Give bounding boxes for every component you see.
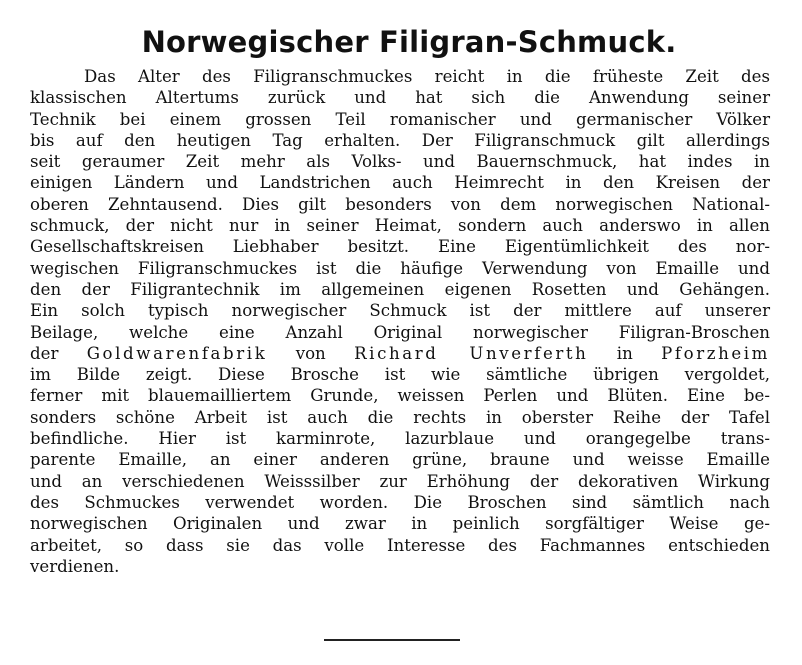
text-line-spaced (30, 343, 770, 364)
text-line: und an verschiedenen Weisssilber zur Erhöhung der dekorativen Wirkung (30, 471, 770, 491)
company-name: Goldwarenfabrik (86, 343, 268, 363)
article (30, 24, 770, 577)
text-line: ferner mit blauemailliertem Grunde, weissen Perlen und Blüten. Eine be- (30, 386, 770, 406)
spaced-prefix: der (30, 343, 87, 363)
article-title: Norwegischer Filigran-Schmuck. (141, 25, 677, 59)
text-line: oberen Zehntausend. Dies gilt besonders von dem norwegischen National- (30, 194, 770, 214)
text-line: einigen Ländern und Landstrichen auch Heimrecht in den Kreisen der (30, 173, 770, 193)
city-name: Pforzheim (661, 343, 771, 363)
text-line: wegischen Filigranschmuckes ist die häufige Verwendung von Emaille und (30, 258, 770, 278)
text-line: parente Emaille, an einer anderen grüne, braune und weisse Emaille (30, 450, 770, 470)
text-line: schmuck, der nicht nur in seiner Heimat, sondern auch anderswo in allen (30, 216, 770, 236)
text-line: des Schmuckes verwendet worden. Die Broschen sind sämtlich nach (30, 492, 770, 512)
text-line: klassischen Altertums zurück und hat sich die Anwendung seiner (30, 88, 770, 108)
text-line: verdienen. (30, 556, 120, 576)
text-line: bis auf den heutigen Tag erhalten. Der Filigranschmuck gilt allerdings (30, 130, 770, 150)
text-line: im Bilde zeigt. Diese Brosche ist wie sämtliche übrigen vergoldet, (30, 365, 770, 385)
text-line: Gesellschaftskreisen Liebhaber besitzt. Eine Eigentümlichkeit des nor- (30, 237, 770, 257)
text-line: befindliche. Hier ist karminrote, lazurblaue und orangegelbe trans- (30, 429, 770, 449)
text-line: Ein solch typisch norwegischer Schmuck ist der mittlere auf unserer (30, 301, 770, 321)
text-line: Beilage, welche eine Anzahl Original norwegischer Filigran-Broschen (30, 322, 770, 342)
spaced-middle: von (267, 343, 355, 363)
text-line: seit geraumer Zeit mehr als Volks- und Bauernschmuck, hat indes in (30, 152, 770, 172)
text-line: sonders schöne Arbeit ist auch die rechts in oberster Reihe der Tafel (30, 407, 770, 427)
spaced-suffix: in (588, 343, 662, 363)
person-name: Richard Unverferth (354, 343, 589, 363)
article-body (30, 66, 770, 577)
text-line: Technik bei einem grossen Teil romanischer und germanischer Völker (30, 109, 770, 129)
text-line: Das Alter des Filigranschmuckes reicht in die früheste Zeit des (84, 67, 770, 86)
end-rule (324, 639, 460, 641)
text-line: arbeitet, so dass sie das volle Interesse des Fachmannes entschieden (30, 535, 770, 555)
text-line: den der Filigrantechnik im allgemeinen eigenen Rosetten und Gehängen. (30, 279, 770, 299)
text-line: norwegischen Originalen und zwar in peinlich sorgfältiger Weise ge- (30, 514, 770, 534)
